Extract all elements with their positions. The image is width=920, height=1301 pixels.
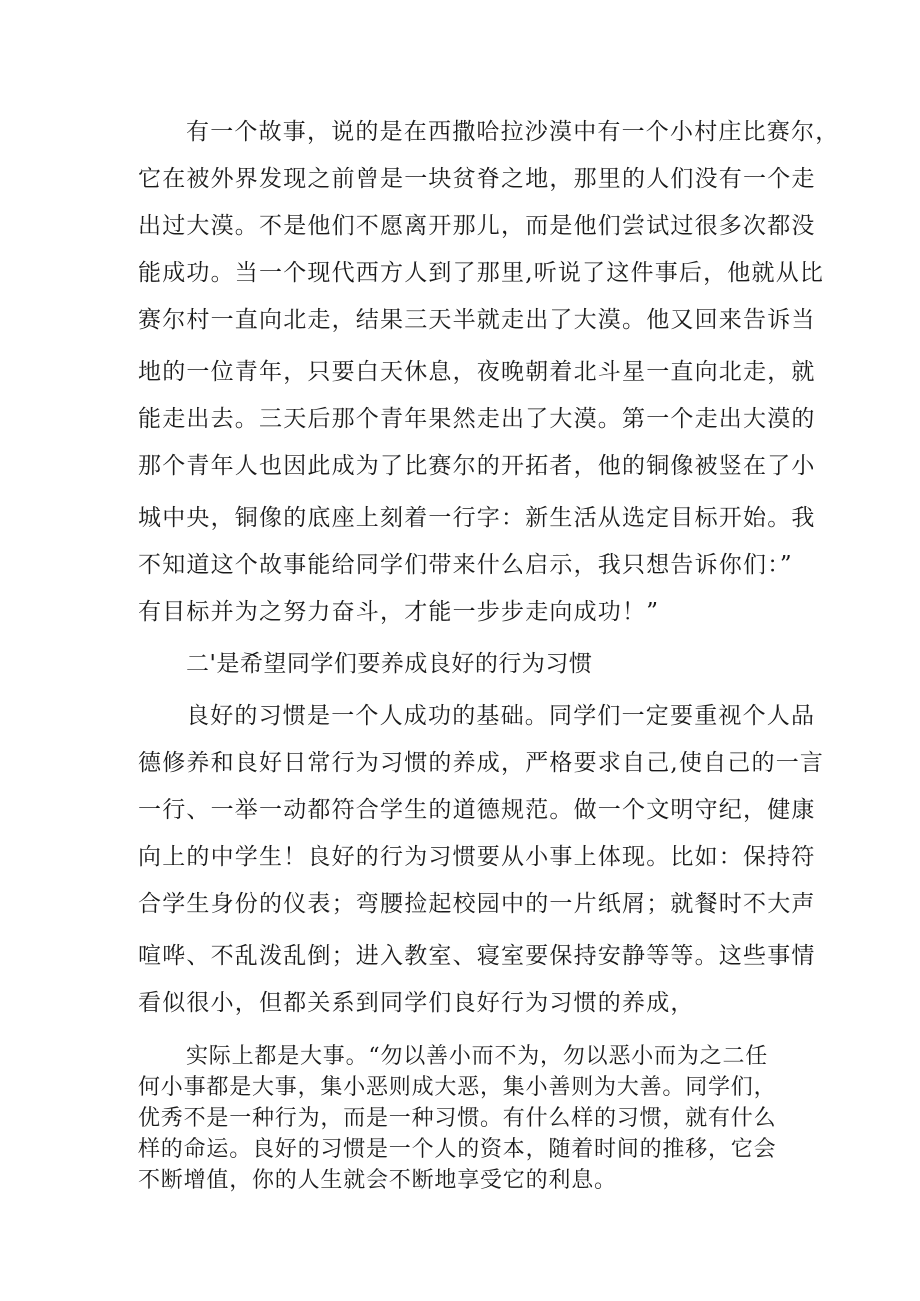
paragraph1-line-2: 它在被外界发现之前曾是一块贫脊之地，那里的人们没有一个走	[138, 166, 816, 192]
paragraph3-line-3: 优秀不是一种行为，而是一种习惯。有什么样的习惯，就有什么	[138, 1106, 777, 1131]
paragraph2-line-2: 德修养和良好日常行为习惯的养成，严格要求自己,使自己的一言	[138, 750, 825, 776]
paragraph2-line-6: 喧哗、不乱泼乱倒；进入教室、寝室要保持安静等等。这些事情	[138, 943, 816, 969]
paragraph1-line-3: 出过大漠。不是他们不愿离开那儿，而是他们尝试过很多次都没	[138, 213, 816, 239]
paragraph1-line-1: 有一个故事，说的是在西撒哈拉沙漠中有一个小村庄比赛尔，	[186, 119, 840, 145]
paragraph1-line-5: 赛尔村一直向北走，结果三天半就走出了大漠。他又回来告诉当	[138, 307, 816, 333]
paragraph1-line-10: 不知道这个故事能给同学们带来什么启示，我只想告诉你们：”	[138, 552, 793, 578]
paragraph3-line-2: 何小事都是大事，集小恶则成大恶，集小善则为大善。同学们，	[138, 1075, 777, 1100]
paragraph3-line-4: 样的命运。良好的习惯是一个人的资本，随着时间的推移，它会	[138, 1137, 777, 1162]
paragraph1-line-4: 能成功。当一个现代西方人到了那里,听说了这件事后，他就从比	[138, 260, 825, 286]
section-heading: 二'是希望同学们要养成良好的行为习惯	[186, 651, 593, 677]
paragraph1-line-11: 有目标并为之努力奋斗，才能一步步走向成功！”	[138, 599, 660, 625]
paragraph2-line-3: 一行、一举一动都符合学生的道德规范。做一个文明守纪，健康	[138, 797, 816, 823]
paragraph2-line-5: 合学生身份的仪表；弯腰捡起校园中的一片纸屑；就餐时不大声	[138, 891, 816, 917]
paragraph2-line-4: 向上的中学生！良好的行为习惯要从小事上体现。比如：保持符	[138, 844, 816, 870]
paragraph1-line-6: 地的一位青年，只要白天休息，夜晚朝着北斗星一直向北走，就	[138, 359, 816, 385]
paragraph2-line-1: 良好的习惯是一个人成功的基础。同学们一定要重视个人品	[186, 703, 816, 729]
paragraph3-line-1: 实际上都是大事。“勿以善小而不为，勿以恶小而为之二任	[186, 1044, 769, 1069]
paragraph1-line-7: 能走出去。三天后那个青年果然走出了大漠。第一个走出大漠的	[138, 406, 816, 432]
paragraph1-line-8: 那个青年人也因此成为了比赛尔的开拓者，他的铜像被竖在了小	[138, 453, 816, 479]
paragraph1-line-9: 城中央，铜像的底座上刻着一行字：新生活从选定目标开始。我	[138, 505, 816, 531]
paragraph2-line-7: 看似很小，但都关系到同学们良好行为习惯的养成，	[138, 990, 695, 1016]
paragraph3-line-5: 不断增值，你的人生就会不断地享受它的利息。	[138, 1168, 617, 1193]
